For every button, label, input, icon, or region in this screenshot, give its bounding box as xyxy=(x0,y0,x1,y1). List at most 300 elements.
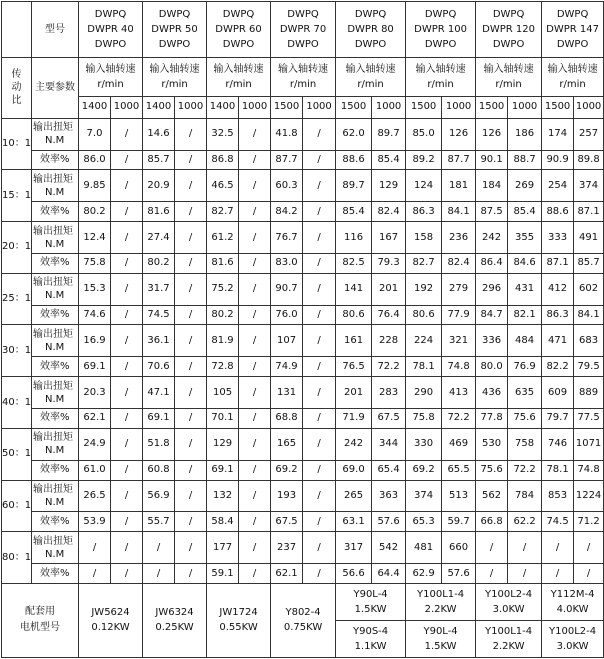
motor-model: JW6324 xyxy=(155,607,194,619)
efficiency-value: 64.4 xyxy=(372,564,406,584)
model-name-line: DWPR 40 xyxy=(87,24,134,36)
torque-value: / xyxy=(303,273,336,305)
torque-value: 237 xyxy=(271,532,303,564)
motor-model: Y90S-4 xyxy=(352,626,389,638)
efficiency-value: / xyxy=(175,409,207,429)
torque-value: 81.9 xyxy=(207,325,239,357)
efficiency-value: / xyxy=(239,150,271,170)
efficiency-value: / xyxy=(542,564,574,584)
torque-value: 184 xyxy=(476,170,508,202)
efficiency-value: / xyxy=(239,460,271,480)
efficiency-value: 60.8 xyxy=(143,460,175,480)
efficiency-value: 59.1 xyxy=(207,564,239,584)
motor-power: 2.2KW xyxy=(492,641,525,653)
torque-value: 513 xyxy=(442,480,476,512)
torque-value: / xyxy=(111,118,143,150)
speed-value: 1000 xyxy=(508,96,542,118)
torque-value: / xyxy=(143,532,175,564)
efficiency-value: / xyxy=(111,409,143,429)
torque-label-text: 输出扭矩 xyxy=(33,225,73,237)
model-name-line: DWPQ xyxy=(556,9,589,21)
torque-label-text: 输出扭矩 xyxy=(33,380,73,392)
motor-model-cell xyxy=(207,583,271,657)
efficiency-value: 84.7 xyxy=(476,305,508,325)
efficiency-value: 63.1 xyxy=(336,512,372,532)
efficiency-value: 86.3 xyxy=(542,305,574,325)
torque-value: 41.8 xyxy=(271,118,303,150)
motor-power: 3.0KW xyxy=(556,641,589,653)
efficiency-value: 66.8 xyxy=(476,512,508,532)
model-header-row xyxy=(2,2,604,58)
torque-value: / xyxy=(239,170,271,202)
torque-label-text: 输出扭矩 xyxy=(33,328,73,340)
speed-value: 1500 xyxy=(336,96,372,118)
torque-value: 542 xyxy=(372,532,406,564)
efficiency-value: 68.8 xyxy=(271,409,303,429)
efficiency-value: / xyxy=(111,253,143,273)
torque-value: / xyxy=(175,118,207,150)
torque-value: 141 xyxy=(336,273,372,305)
torque-value: 131 xyxy=(271,377,303,409)
ratio-value: 80：1 xyxy=(2,532,32,584)
model-name-line: DWPR 70 xyxy=(279,24,327,36)
torque-value: / xyxy=(111,428,143,460)
torque-label xyxy=(32,428,79,460)
motor-model-cell-alt xyxy=(476,621,542,658)
efficiency-value: / xyxy=(111,305,143,325)
torque-value: 107 xyxy=(271,325,303,357)
torque-value: 181 xyxy=(442,170,476,202)
speed-values-row xyxy=(2,96,604,118)
input-speed-text: 输入轴转速 xyxy=(547,63,598,75)
torque-label-unit: N.M xyxy=(45,393,65,405)
reducer-spec-table xyxy=(1,1,604,658)
efficiency-value: 72.2 xyxy=(508,460,542,480)
ratio-value: 60：1 xyxy=(2,480,32,532)
torque-value: / xyxy=(175,532,207,564)
torque-value: 224 xyxy=(406,325,442,357)
efficiency-value: 70.1 xyxy=(207,409,239,429)
efficiency-value: 81.6 xyxy=(207,253,239,273)
efficiency-value: 82.7 xyxy=(207,202,239,222)
torque-value: 431 xyxy=(508,273,542,305)
speed-value: 1400 xyxy=(143,96,175,118)
torque-value: 412 xyxy=(542,273,574,305)
motor-model: Y100L1-4 xyxy=(417,589,465,601)
efficiency-value: 57.6 xyxy=(372,512,406,532)
torque-value: 32.5 xyxy=(207,118,239,150)
torque-value: / xyxy=(476,532,508,564)
motor-model: Y90L-4 xyxy=(353,589,388,601)
efficiency-value: 69.2 xyxy=(271,460,303,480)
torque-value: / xyxy=(111,273,143,305)
torque-value: / xyxy=(303,428,336,460)
efficiency-label: 效率% xyxy=(32,202,79,222)
torque-value: 126 xyxy=(442,118,476,150)
efficiency-value: / xyxy=(111,564,143,584)
torque-label xyxy=(32,325,79,357)
efficiency-row xyxy=(2,253,604,273)
efficiency-value: 86.4 xyxy=(476,253,508,273)
input-speed-text: 输入轴转速 xyxy=(213,63,264,75)
input-speed-text: 输入轴转速 xyxy=(149,63,200,75)
torque-value: 257 xyxy=(574,118,604,150)
torque-value: 265 xyxy=(336,480,372,512)
torque-label-unit: N.M xyxy=(45,548,65,560)
torque-value: 75.2 xyxy=(207,273,239,305)
efficiency-value: 65.3 xyxy=(406,512,442,532)
input-speed-label xyxy=(406,58,476,97)
torque-value: 602 xyxy=(574,273,604,305)
torque-row xyxy=(2,273,604,305)
torque-label-text: 输出扭矩 xyxy=(33,173,73,185)
efficiency-value: 65.4 xyxy=(372,460,406,480)
efficiency-value: 79.3 xyxy=(372,253,406,273)
motor-label-line: 配套用 xyxy=(25,606,55,618)
efficiency-value: / xyxy=(303,202,336,222)
torque-value: 290 xyxy=(406,377,442,409)
efficiency-value: 77.8 xyxy=(476,409,508,429)
efficiency-value: 86.3 xyxy=(406,202,442,222)
motor-model-cell xyxy=(406,583,476,620)
model-label: 型号 xyxy=(32,2,79,58)
motor-power: 0.75KW xyxy=(283,622,323,634)
efficiency-value: 69.1 xyxy=(79,357,111,377)
motor-power: 1.1KW xyxy=(354,641,387,653)
ratio-header-char: 动 xyxy=(11,82,22,94)
efficiency-value: / xyxy=(303,512,336,532)
torque-value: / xyxy=(111,480,143,512)
params-label: 主要参数 xyxy=(32,58,79,119)
model-name-line: DWPO xyxy=(94,39,127,51)
torque-value: 242 xyxy=(336,428,372,460)
efficiency-value: 76.0 xyxy=(271,305,303,325)
motor-power: 0.12KW xyxy=(91,622,130,634)
torque-value: 530 xyxy=(476,428,508,460)
torque-value: 16.9 xyxy=(79,325,111,357)
efficiency-value: 75.6 xyxy=(508,409,542,429)
model-name xyxy=(143,2,207,58)
efficiency-value: / xyxy=(303,409,336,429)
motor-model-cell xyxy=(271,583,336,657)
efficiency-label: 效率% xyxy=(32,409,79,429)
torque-value: 201 xyxy=(372,273,406,305)
efficiency-value: 82.4 xyxy=(372,202,406,222)
model-name-line: DWPR 147 xyxy=(546,24,599,36)
torque-value: 124 xyxy=(406,170,442,202)
torque-value: / xyxy=(175,480,207,512)
torque-value: 85.0 xyxy=(406,118,442,150)
torque-label xyxy=(32,170,79,202)
torque-value: 193 xyxy=(271,480,303,512)
efficiency-value: 78.1 xyxy=(406,357,442,377)
torque-value: / xyxy=(111,170,143,202)
efficiency-value: 87.5 xyxy=(476,202,508,222)
torque-value: 60.3 xyxy=(271,170,303,202)
torque-value: 51.8 xyxy=(143,428,175,460)
motor-model: JW1724 xyxy=(219,607,258,619)
efficiency-value: / xyxy=(239,409,271,429)
torque-value: 20.9 xyxy=(143,170,175,202)
torque-value: / xyxy=(175,325,207,357)
torque-value: 165 xyxy=(271,428,303,460)
efficiency-value: / xyxy=(476,564,508,584)
torque-label xyxy=(32,532,79,564)
motor-model-cell xyxy=(476,583,542,620)
torque-row xyxy=(2,480,604,512)
torque-value: 12.4 xyxy=(79,222,111,254)
efficiency-value: 85.7 xyxy=(574,253,604,273)
efficiency-value: / xyxy=(303,253,336,273)
efficiency-value: 83.0 xyxy=(271,253,303,273)
efficiency-value: 76.9 xyxy=(508,357,542,377)
torque-value: / xyxy=(303,170,336,202)
efficiency-value: 87.7 xyxy=(271,150,303,170)
model-name-line: DWPR 120 xyxy=(482,24,535,36)
motor-model-cell-alt xyxy=(406,621,476,658)
torque-label xyxy=(32,222,79,254)
efficiency-value: 87.1 xyxy=(542,253,574,273)
efficiency-value: 74.5 xyxy=(143,305,175,325)
torque-value: 9.85 xyxy=(79,170,111,202)
efficiency-value: 89.2 xyxy=(406,150,442,170)
model-name xyxy=(476,2,542,58)
speed-value: 1000 xyxy=(372,96,406,118)
torque-value: 363 xyxy=(372,480,406,512)
torque-value: / xyxy=(239,428,271,460)
torque-value: 27.4 xyxy=(143,222,175,254)
model-name xyxy=(271,2,336,58)
torque-value: 746 xyxy=(542,428,574,460)
torque-value: 758 xyxy=(508,428,542,460)
efficiency-value: 71.2 xyxy=(574,512,604,532)
efficiency-value: / xyxy=(303,357,336,377)
torque-value: 481 xyxy=(406,532,442,564)
torque-value: 242 xyxy=(476,222,508,254)
torque-value: / xyxy=(111,377,143,409)
efficiency-value: / xyxy=(574,564,604,584)
torque-value: / xyxy=(79,532,111,564)
torque-value: 317 xyxy=(336,532,372,564)
torque-value: 609 xyxy=(542,377,574,409)
input-speed-unit: r/min xyxy=(427,78,454,90)
torque-value: 105 xyxy=(207,377,239,409)
efficiency-value: 75.8 xyxy=(406,409,442,429)
torque-value: / xyxy=(111,325,143,357)
efficiency-value: / xyxy=(175,202,207,222)
torque-value: / xyxy=(239,325,271,357)
motor-model: Y100L2-4 xyxy=(549,626,597,638)
motor-power: 1.5KW xyxy=(424,641,457,653)
efficiency-value: 85.7 xyxy=(143,150,175,170)
efficiency-value: 74.8 xyxy=(574,460,604,480)
torque-value: 62.0 xyxy=(336,118,372,150)
torque-value: 56.9 xyxy=(143,480,175,512)
efficiency-value: / xyxy=(111,512,143,532)
input-speed-label xyxy=(542,58,604,97)
efficiency-value: 88.6 xyxy=(542,202,574,222)
torque-value: 853 xyxy=(542,480,574,512)
input-speed-text: 输入轴转速 xyxy=(85,63,136,75)
torque-value: 167 xyxy=(372,222,406,254)
efficiency-value: / xyxy=(143,564,175,584)
efficiency-value: 62.2 xyxy=(508,512,542,532)
efficiency-value: 57.6 xyxy=(442,564,476,584)
efficiency-value: 67.5 xyxy=(372,409,406,429)
torque-value: 36.1 xyxy=(143,325,175,357)
efficiency-value: 88.7 xyxy=(508,150,542,170)
efficiency-value: 89.8 xyxy=(574,150,604,170)
torque-value: 321 xyxy=(442,325,476,357)
efficiency-value: / xyxy=(508,564,542,584)
efficiency-value: 72.2 xyxy=(442,409,476,429)
efficiency-label: 效率% xyxy=(32,150,79,170)
efficiency-value: 90.1 xyxy=(476,150,508,170)
efficiency-value: 79.7 xyxy=(542,409,574,429)
speed-value: 1400 xyxy=(79,96,111,118)
efficiency-label: 效率% xyxy=(32,357,79,377)
torque-value: / xyxy=(508,532,542,564)
torque-value: 26.5 xyxy=(79,480,111,512)
efficiency-value: 56.6 xyxy=(336,564,372,584)
efficiency-value: / xyxy=(175,460,207,480)
torque-value: / xyxy=(239,222,271,254)
model-name-line: DWPQ xyxy=(492,9,525,21)
speed-value: 1500 xyxy=(271,96,303,118)
speed-value: 1500 xyxy=(406,96,442,118)
efficiency-value: 69.2 xyxy=(406,460,442,480)
efficiency-value: / xyxy=(303,305,336,325)
torque-value: / xyxy=(239,532,271,564)
motor-row-top xyxy=(2,583,604,620)
efficiency-value: / xyxy=(111,460,143,480)
ratio-header-char: 比 xyxy=(11,95,22,107)
motor-model-cell xyxy=(79,583,143,657)
efficiency-value: 78.1 xyxy=(542,460,574,480)
efficiency-label: 效率% xyxy=(32,305,79,325)
torque-value: 279 xyxy=(442,273,476,305)
efficiency-value: 62.1 xyxy=(271,564,303,584)
torque-value: / xyxy=(303,532,336,564)
torque-value: / xyxy=(175,273,207,305)
model-name xyxy=(406,2,476,58)
torque-value: 374 xyxy=(406,480,442,512)
efficiency-value: 75.8 xyxy=(79,253,111,273)
model-name-line: DWPR 100 xyxy=(414,24,467,36)
torque-value: 491 xyxy=(574,222,604,254)
torque-value: / xyxy=(303,325,336,357)
torque-row xyxy=(2,377,604,409)
torque-value: 90.7 xyxy=(271,273,303,305)
torque-value: / xyxy=(111,222,143,254)
torque-label-unit: N.M xyxy=(45,238,65,250)
ratio-value: 40：1 xyxy=(2,377,32,429)
input-speed-label xyxy=(476,58,542,97)
motor-model-cell xyxy=(336,583,406,620)
torque-label xyxy=(32,118,79,150)
torque-value: 330 xyxy=(406,428,442,460)
efficiency-value: 74.6 xyxy=(79,305,111,325)
efficiency-value: 82.4 xyxy=(442,253,476,273)
torque-value: 129 xyxy=(372,170,406,202)
efficiency-value: 77.5 xyxy=(574,409,604,429)
efficiency-value: 85.4 xyxy=(372,150,406,170)
efficiency-value: / xyxy=(239,253,271,273)
model-name-line: DWPO xyxy=(287,39,319,51)
speed-value: 1500 xyxy=(542,96,574,118)
efficiency-label: 效率% xyxy=(32,460,79,480)
model-name-line: DWPQ xyxy=(354,9,387,21)
torque-value: 283 xyxy=(372,377,406,409)
efficiency-value: 86.0 xyxy=(79,150,111,170)
efficiency-value: 82.5 xyxy=(336,253,372,273)
efficiency-value: 61.0 xyxy=(79,460,111,480)
torque-value: 61.2 xyxy=(207,222,239,254)
efficiency-row xyxy=(2,460,604,480)
input-speed-label xyxy=(336,58,406,97)
model-name-line: DWPR 50 xyxy=(151,24,198,36)
torque-value: 174 xyxy=(542,118,574,150)
efficiency-value: 55.7 xyxy=(143,512,175,532)
efficiency-value: 58.4 xyxy=(207,512,239,532)
torque-value: / xyxy=(239,118,271,150)
torque-value: 192 xyxy=(406,273,442,305)
torque-value: / xyxy=(303,480,336,512)
torque-label xyxy=(32,273,79,305)
ratio-header xyxy=(2,58,32,119)
input-speed-text: 输入轴转速 xyxy=(278,63,329,75)
torque-value: 296 xyxy=(476,273,508,305)
efficiency-value: 74.9 xyxy=(271,357,303,377)
torque-value: 236 xyxy=(442,222,476,254)
torque-value: / xyxy=(542,532,574,564)
torque-row xyxy=(2,532,604,564)
model-name-line: DWPR 60 xyxy=(215,24,262,36)
efficiency-value: / xyxy=(239,512,271,532)
input-speed-label xyxy=(271,58,336,97)
torque-value: 436 xyxy=(476,377,508,409)
input-speed-label xyxy=(207,58,271,97)
efficiency-value: / xyxy=(175,512,207,532)
motor-power: 4.0KW xyxy=(556,604,589,616)
torque-value: 660 xyxy=(442,532,476,564)
model-name-line: DWPQ xyxy=(94,9,127,21)
torque-value: 889 xyxy=(574,377,604,409)
efficiency-label: 效率% xyxy=(32,564,79,584)
efficiency-value: 74.5 xyxy=(542,512,574,532)
motor-model-cell-alt xyxy=(542,621,604,658)
efficiency-value: 87.7 xyxy=(442,150,476,170)
efficiency-value: 84.1 xyxy=(574,305,604,325)
efficiency-value: 69.0 xyxy=(336,460,372,480)
torque-label-text: 输出扭矩 xyxy=(33,484,73,496)
input-speed-text: 输入轴转速 xyxy=(483,63,534,75)
speed-value: 1000 xyxy=(574,96,604,118)
model-name xyxy=(79,2,143,58)
torque-value: 784 xyxy=(508,480,542,512)
torque-value: 1071 xyxy=(574,428,604,460)
efficiency-value: 59.7 xyxy=(442,512,476,532)
motor-model: Y802-4 xyxy=(285,607,321,619)
speed-value: 1000 xyxy=(175,96,207,118)
torque-value: / xyxy=(175,222,207,254)
torque-row xyxy=(2,118,604,150)
efficiency-row xyxy=(2,202,604,222)
input-speed-unit: r/min xyxy=(357,78,384,90)
torque-value: 1224 xyxy=(574,480,604,512)
efficiency-value: 80.2 xyxy=(143,253,175,273)
speed-value: 1000 xyxy=(442,96,476,118)
